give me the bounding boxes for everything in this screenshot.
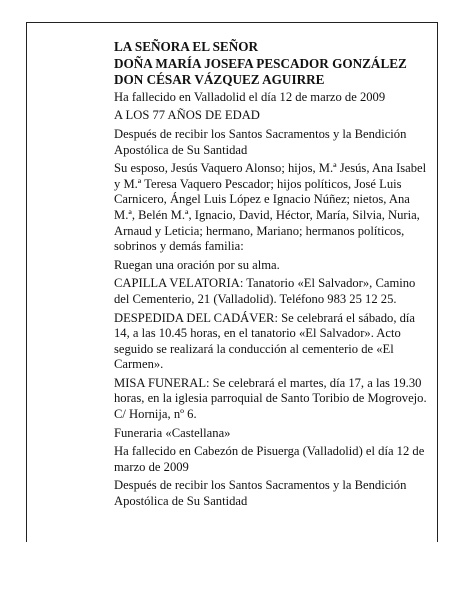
paragraph: A LOS 77 AÑOS DE EDAD xyxy=(114,108,260,123)
paragraph: MISA FUNERAL: Se celebrará el martes, día 17, a las 19.30 horas, en la iglesia parroquial de Santo Toribio de Mogrovejo. C/ Hornija, nº 6. xyxy=(114,375,427,422)
paragraph: Después de recibir los Santos Sacramentos y la Bendición Apostólica de Su Santidad xyxy=(114,126,407,157)
heading-line-2: DOÑA MARÍA JOSEFA PESCADOR GONZÁLEZ xyxy=(114,55,407,71)
paragraph: Su esposo, Jesús Vaquero Alonso; hijos, M.ª Jesús, Ana Isabel y M.ª Teresa Vaquero Pescador; hijos políticos, José Luis Carnicero, Ángel Luis López e Ignacio Núñez; nietos, Ana M.ª, Belén M.ª, Ignacio, David, Héctor, María, Silvia, Nuria, Arnaud y Leticia; hermano, Mariano; hermanos políticos, sobrinos y demás familia: xyxy=(114,161,427,254)
paragraph: DESPEDIDA DEL CADÁVER: Se celebrará el sábado, día 14, a las 10.45 horas, en el tanatorio «El Salvador». Acto seguido se realizará la conducción al cementerio de «El Carmen». xyxy=(114,310,416,372)
notice-frame xyxy=(26,22,438,542)
heading-line-3: DON CÉSAR VÁZQUEZ AGUIRRE xyxy=(114,72,325,88)
paragraph: Ruegan una oración por su alma. xyxy=(114,257,280,272)
paragraph: Ha fallecido en Valladolid el día 12 de marzo de 2009 xyxy=(114,89,386,104)
heading-line-1: LA SEÑORA EL SEÑOR xyxy=(114,39,259,54)
paragraph: Ha fallecido en Cabezón de Pisuerga (Valladolid) el día 12 de marzo de 2009 xyxy=(114,444,425,474)
paragraph: CAPILLA VELATORIA: Tanatorio «El Salvador», Camino del Cementerio, 21 (Valladolid). Teléfono 983 25 12 25. xyxy=(114,276,416,306)
paragraph: Funeraria «Castellana» xyxy=(114,425,231,440)
paragraph: Después de recibir los Santos Sacramentos y la Bendición Apostólica de Su Santidad xyxy=(114,478,407,509)
obituary-text xyxy=(114,39,430,513)
